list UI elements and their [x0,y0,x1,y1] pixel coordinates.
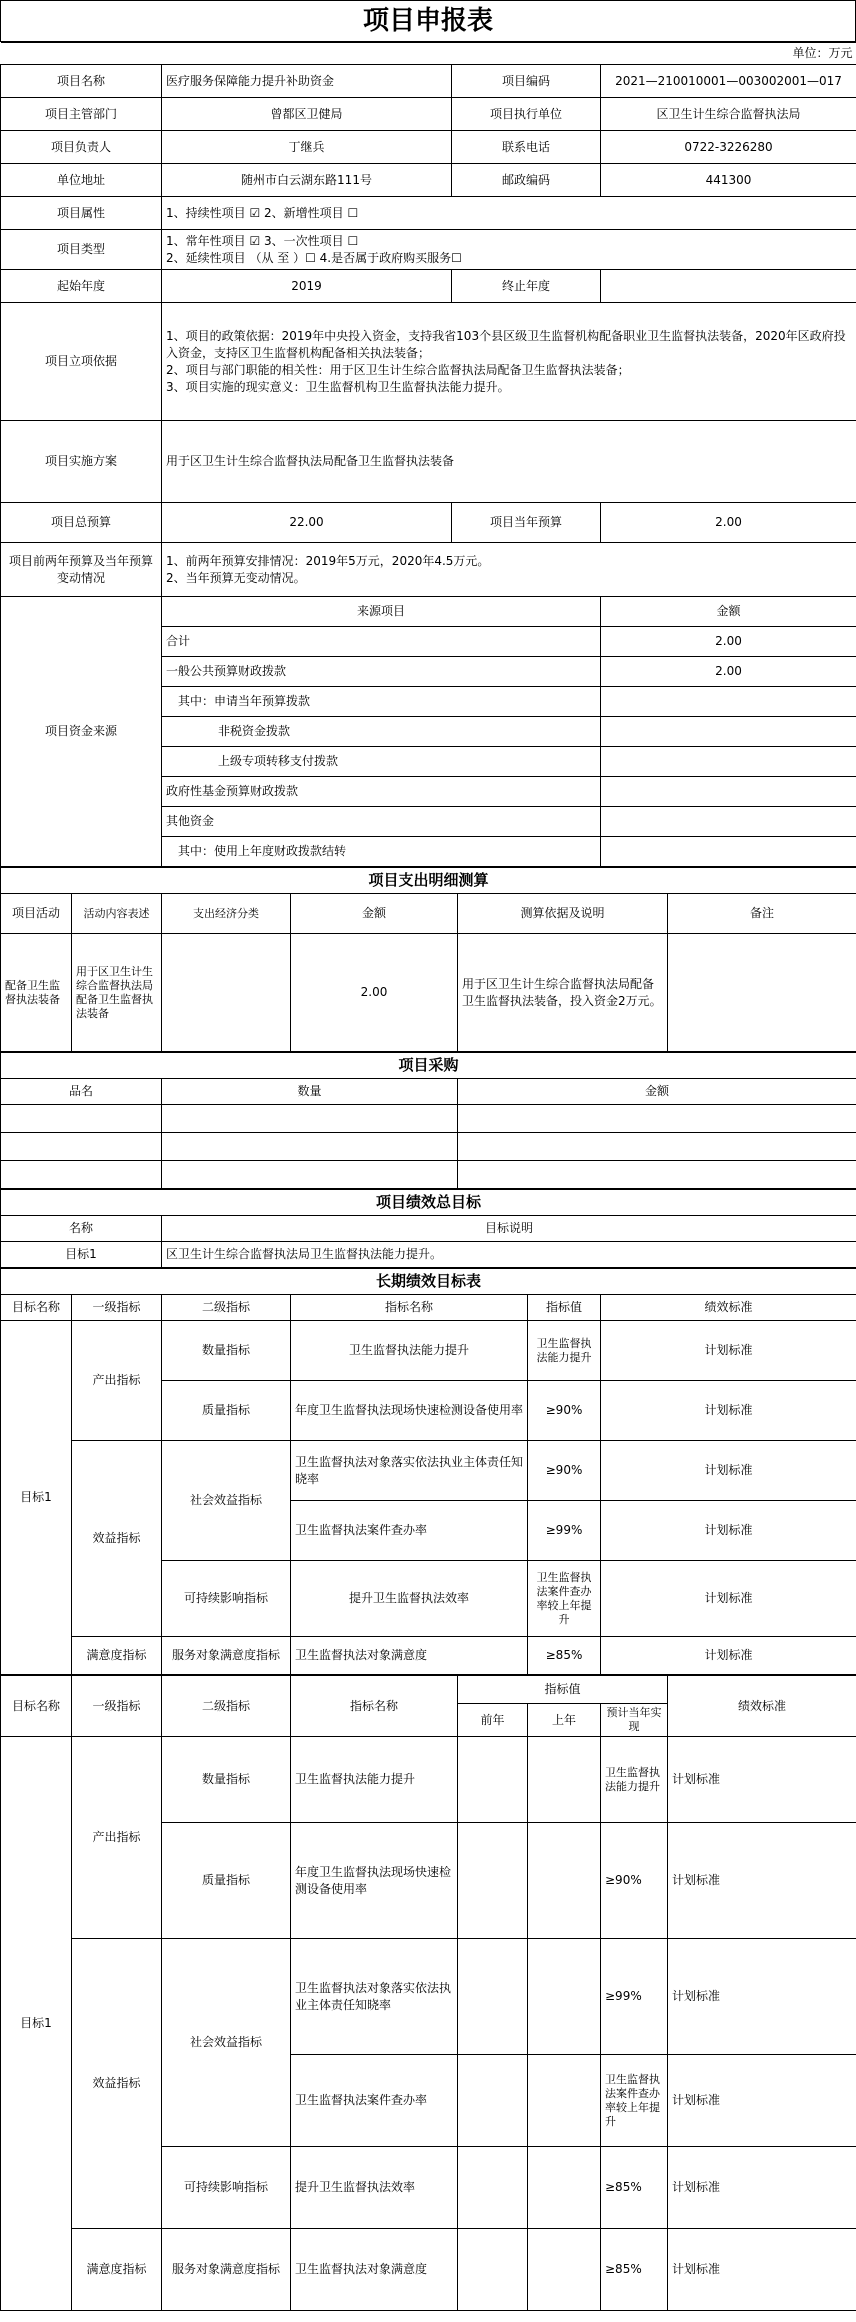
plan-value: 用于区卫生计生综合监督执法局配备卫生监督执法装备 [162,421,856,503]
funding-row-name: 其中：使用上年度财政拨款结转 [162,837,601,867]
long-l2: 社会效益指标 [162,1441,291,1561]
annual-l1-effect: 效益指标 [72,1939,162,2229]
annual-l2: 服务对象满意度指标 [162,2229,291,2311]
exec-label: 项目执行单位 [452,98,601,131]
long-indicator-name: 卫生监督执法案件查办率 [291,1501,528,1561]
expense-basis: 用于区卫生计生综合监督执法局配备卫生监督执法装备，投入资金2万元。 [458,934,668,1052]
current-budget-value: 2.00 [601,503,856,543]
funding-label: 项目资金来源 [1,597,162,867]
annual-standard: 计划标准 [668,2147,856,2229]
long-indicator-value: ≥99% [528,1501,601,1561]
long-l2: 服务对象满意度指标 [162,1637,291,1675]
prev-budget-value [162,543,856,597]
long-term-table [0,1268,856,1675]
annual-v1 [458,1939,528,2055]
annual-indicator-name: 卫生监督执法对象落实依法执业主体责任知晓率 [291,1939,458,2055]
basis-line-2: 2、项目与部门职能的相关性：用于区卫生计生综合监督执法局配备卫生监督执法装备； [166,362,630,377]
annual-sub-header: 上年 [528,1704,601,1737]
basis-line-1: 1、项目的政策依据：2019年中央投入资金，支持我省103个县区级卫生监督机构配备职业卫生监督执法装备，2020年区政府投入资金，支持区卫生监督机构配备相关执法装备； [166,328,846,360]
annual-indicator-name: 年度卫生监督执法现场快速检测设备使用率 [291,1823,458,1939]
funding-row-name: 合计 [162,627,601,657]
annual-indicator-name: 卫生监督执法案件查办率 [291,2055,458,2147]
long-standard: 计划标准 [601,1561,856,1637]
project-code-value: 2021—210010001—003002001—017 [601,65,856,98]
expense-activity: 配备卫生监督执法装备 [1,934,72,1052]
annual-indicator-name: 卫生监督执法对象满意度 [291,2229,458,2311]
long-standard: 计划标准 [601,1501,856,1561]
annual-table [0,1675,856,2311]
expense-content: 用于区卫生计生综合监督执法局配备卫生监督执法装备 [72,934,162,1052]
annual-l1-satisfy: 满意度指标 [72,2229,162,2311]
annual-v3: 卫生监督执法案件查办率较上年提升 [601,2055,668,2147]
annual-v1 [458,2147,528,2229]
end-year-value [601,270,856,303]
long-indicator-value: 卫生监督执法能力提升 [528,1321,601,1381]
annual-header: 目标名称 [1,1676,72,1737]
annual-standard: 计划标准 [668,1939,856,2055]
tel-label: 联系电话 [452,131,601,164]
annual-sub-header: 前年 [458,1704,528,1737]
annual-v3: ≥99% [601,1939,668,2055]
long-l2: 质量指标 [162,1381,291,1441]
long-header: 二级指标 [162,1295,291,1321]
funding-row-name: 其他资金 [162,807,601,837]
funding-row-amount [601,687,856,717]
funding-row-amount: 2.00 [601,657,856,687]
long-l1-effect: 效益指标 [72,1441,162,1637]
perf-col-name: 名称 [1,1216,162,1242]
annual-v3: ≥85% [601,2147,668,2229]
prev-budget-line-1: 1、前两年预算安排情况：2019年5万元，2020年4.5万元。 [166,553,490,568]
annual-v1 [458,2055,528,2147]
expense-header: 项目活动 [1,894,72,934]
expense-header: 金额 [291,894,458,934]
annual-v3: 卫生监督执法能力提升 [601,1737,668,1823]
total-budget-value: 22.00 [162,503,452,543]
purchase-row [1,1133,856,1161]
lead-label: 项目负责人 [1,131,162,164]
funding-row-amount [601,807,856,837]
annual-l1-output: 产出指标 [72,1737,162,1939]
perf-target-desc: 区卫生计生综合监督执法局卫生监督执法能力提升。 [162,1242,856,1268]
unit-label: 单位：万元 [1,43,856,65]
annual-v3: ≥90% [601,1823,668,1939]
funding-row-name: 政府性基金预算财政拨款 [162,777,601,807]
annual-v2 [528,1737,601,1823]
prev-budget-line-2: 2、当年预算无变动情况。 [166,570,306,585]
annual-v3: ≥85% [601,2229,668,2311]
project-name-label: 项目名称 [1,65,162,98]
total-budget-label: 项目总预算 [1,503,162,543]
project-name-value: 医疗服务保障能力提升补助资金 [162,65,452,98]
purchase-title: 项目采购 [1,1053,856,1079]
long-indicator-value: ≥90% [528,1381,601,1441]
dept-value: 曾都区卫健局 [162,98,452,131]
long-l2: 可持续影响指标 [162,1561,291,1637]
annual-header: 二级指标 [162,1676,291,1737]
annual-standard: 计划标准 [668,2055,856,2147]
expense-amount: 2.00 [291,934,458,1052]
annual-target-name: 目标1 [1,1737,72,2311]
addr-value: 随州市白云湖东路111号 [162,164,452,197]
long-indicator-name: 卫生监督执法对象落实依法执业主体责任知晓率 [291,1441,528,1501]
long-standard: 计划标准 [601,1321,856,1381]
annual-indicator-name: 卫生监督执法能力提升 [291,1737,458,1823]
long-indicator-name: 卫生监督执法对象满意度 [291,1637,528,1675]
funding-row-name: 上级专项转移支付拨款 [162,747,601,777]
annual-v2 [528,2229,601,2311]
project-code-label: 项目编码 [452,65,601,98]
funding-row-name: 非税资金拨款 [162,717,601,747]
purchase-header: 金额 [458,1079,856,1105]
expense-header: 测算依据及说明 [458,894,668,934]
expense-header: 活动内容表述 [72,894,162,934]
plan-label: 项目实施方案 [1,421,162,503]
funding-row-name: 其中：申请当年预算拨款 [162,687,601,717]
expense-title: 项目支出明细测算 [1,868,856,894]
funding-row-amount [601,747,856,777]
exec-value: 区卫生计生综合监督执法局 [601,98,856,131]
long-standard: 计划标准 [601,1441,856,1501]
annual-l2: 数量指标 [162,1737,291,1823]
funding-row-amount [601,717,856,747]
long-header: 指标名称 [291,1295,528,1321]
long-target-name: 目标1 [1,1321,72,1675]
expense-category [162,934,291,1052]
basis-value [162,303,856,421]
annual-indicator-name: 提升卫生监督执法效率 [291,2147,458,2229]
long-standard: 计划标准 [601,1381,856,1441]
start-year-value: 2019 [162,270,452,303]
attr-label: 项目属性 [1,197,162,230]
purchase-header: 数量 [162,1079,458,1105]
page-title: 项目申报表 [0,0,856,42]
annual-standard: 计划标准 [668,2229,856,2311]
lead-value: 丁继兵 [162,131,452,164]
annual-v1 [458,1823,528,1939]
perf-title: 项目绩效总目标 [1,1190,856,1216]
zip-value: 441300 [601,164,856,197]
annual-v2 [528,2147,601,2229]
funding-col-amount: 金额 [601,597,856,627]
annual-v1 [458,1737,528,1823]
funding-row-amount [601,777,856,807]
funding-row-amount [601,837,856,867]
annual-sub-header: 预计当年实现 [601,1704,668,1737]
long-indicator-name: 提升卫生监督执法效率 [291,1561,528,1637]
annual-standard: 计划标准 [668,1737,856,1823]
long-header: 目标名称 [1,1295,72,1321]
funding-row-amount: 2.00 [601,627,856,657]
prev-budget-label: 项目前两年预算及当年预算变动情况 [1,543,162,597]
long-indicator-value: ≥90% [528,1441,601,1501]
long-header: 一级指标 [72,1295,162,1321]
annual-v2 [528,1823,601,1939]
expense-note [668,934,856,1052]
addr-label: 单位地址 [1,164,162,197]
expense-header: 备注 [668,894,856,934]
perf-col-desc: 目标说明 [162,1216,856,1242]
basis-line-3: 3、项目实施的现实意义：卫生监督机构卫生监督执法能力提升。 [166,379,510,394]
start-year-label: 起始年度 [1,270,162,303]
purchase-row [1,1105,856,1133]
annual-header: 指标值 [458,1676,668,1704]
long-l1-satisfy: 满意度指标 [72,1637,162,1675]
annual-v2 [528,1939,601,2055]
current-budget-label: 项目当年预算 [452,503,601,543]
dept-label: 项目主管部门 [1,98,162,131]
long-indicator-name: 卫生监督执法能力提升 [291,1321,528,1381]
annual-l2: 可持续影响指标 [162,2147,291,2229]
annual-header: 一级指标 [72,1676,162,1737]
tel-value: 0722-3226280 [601,131,856,164]
purchase-header: 品名 [1,1079,162,1105]
expense-header: 支出经济分类 [162,894,291,934]
long-header: 绩效标准 [601,1295,856,1321]
basic-info-table [0,42,856,867]
end-year-label: 终止年度 [452,270,601,303]
annual-v2 [528,2055,601,2147]
annual-standard: 计划标准 [668,1823,856,1939]
long-indicator-value: 卫生监督执法案件查办率较上年提升 [528,1561,601,1637]
long-indicator-value: ≥85% [528,1637,601,1675]
long-l2: 数量指标 [162,1321,291,1381]
basis-label: 项目立项依据 [1,303,162,421]
long-term-title: 长期绩效目标表 [1,1269,856,1295]
type-line-2: 2、延续性项目 （从 至 ）☐ 4.是否属于政府购买服务☐ [166,250,462,265]
annual-v1 [458,2229,528,2311]
type-line-1: 1、常年性项目 ☑ 3、一次性项目 ☐ [166,233,359,248]
annual-l2: 社会效益指标 [162,1939,291,2147]
annual-header: 绩效标准 [668,1676,856,1737]
type-value [162,230,856,270]
long-indicator-name: 年度卫生监督执法现场快速检测设备使用率 [291,1381,528,1441]
long-standard: 计划标准 [601,1637,856,1675]
expense-table [0,867,856,1052]
annual-l2: 质量指标 [162,1823,291,1939]
zip-label: 邮政编码 [452,164,601,197]
perf-target-name: 目标1 [1,1242,162,1268]
annual-header: 指标名称 [291,1676,458,1737]
attr-value: 1、持续性项目 ☑ 2、新增性项目 ☐ [162,197,856,230]
purchase-row [1,1161,856,1189]
purchase-table [0,1052,856,1189]
long-header: 指标值 [528,1295,601,1321]
funding-col-source: 来源项目 [162,597,601,627]
long-l1-output: 产出指标 [72,1321,162,1441]
funding-row-name: 一般公共预算财政拨款 [162,657,601,687]
perf-table [0,1189,856,1268]
type-label: 项目类型 [1,230,162,270]
